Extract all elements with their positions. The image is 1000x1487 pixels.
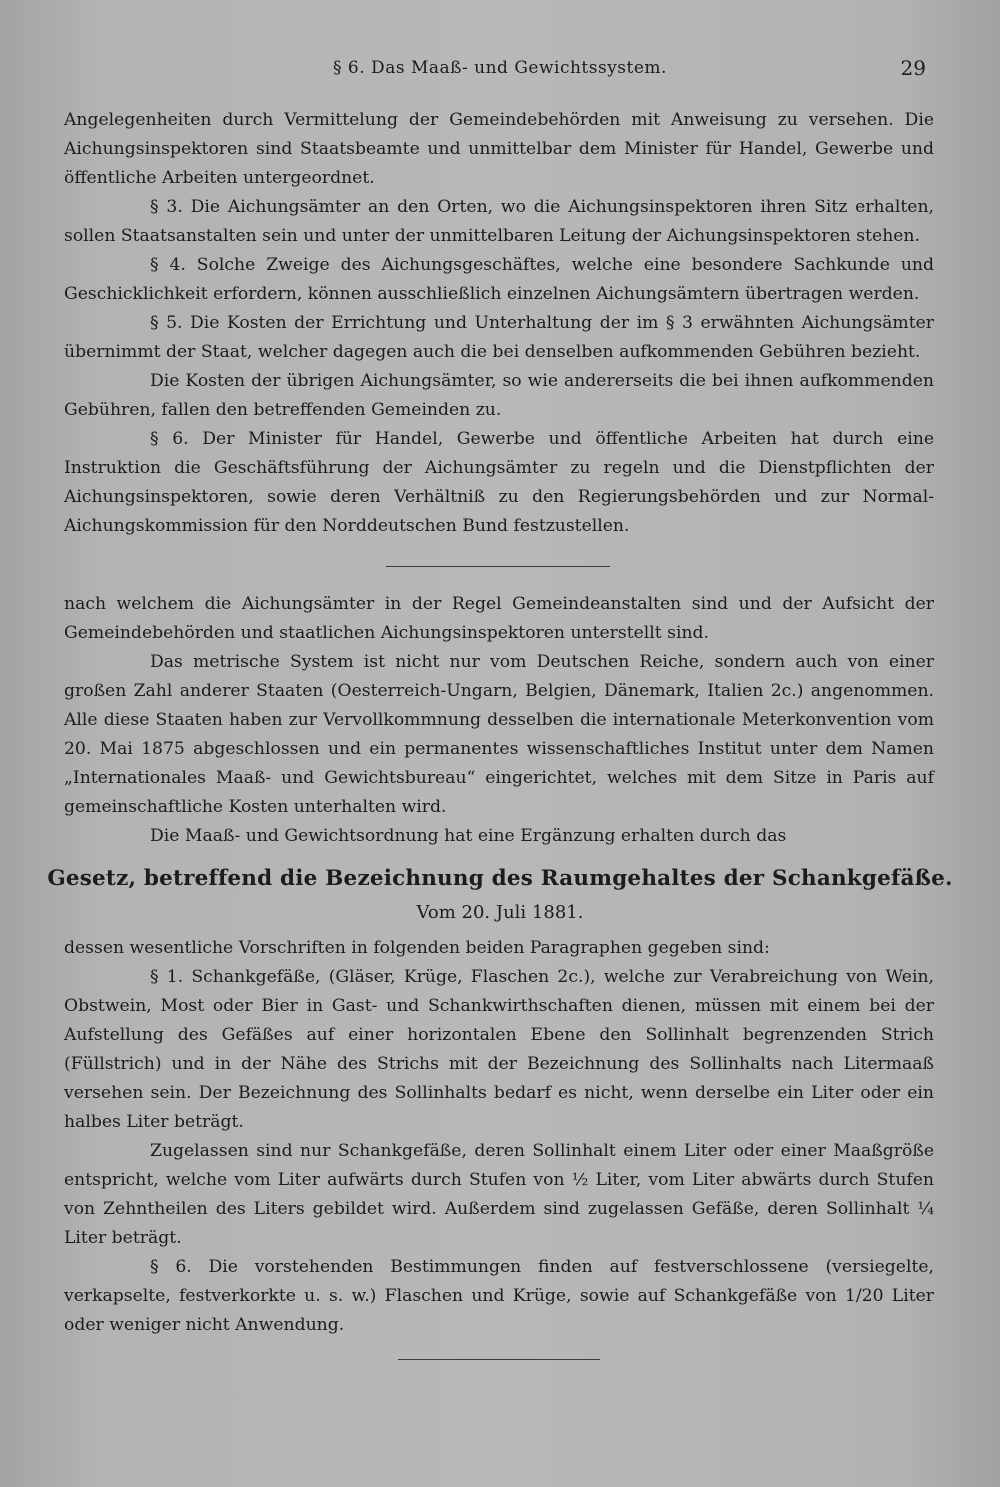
text-block-commentary <box>64 590 934 851</box>
page-number: 29 <box>900 56 926 80</box>
paragraph: Die Kosten der übrigen Aichungsämter, so wie andererseits die bei ihnen aufkommenden Gebühren, fallen den betreffenden Gemeinden zu. <box>64 371 934 420</box>
paragraph: nach welchem die Aichungsämter in der Regel Gemeindeanstalten sind und der Aufsicht der Gemeindebehörden und staatlichen Aichungsinspektoren unterstellt sind. <box>64 594 934 643</box>
paragraph: Angelegenheiten durch Vermittelung der Gemeindebehörden mit Anweisung zu versehen. Die Aichungsinspektoren sind Staatsbeamte und unmittelbar dem Minister für Handel, Gewerbe und öffentliche Arbeiten untergeordnet. <box>64 110 934 188</box>
paragraph-section-3: § 3. Die Aichungsämter an den Orten, wo die Aichungsinspektoren ihren Sitz erhalten, sollen Staatsanstalten sein und unter der unmittelbaren Leitung der Aichungsinspektoren stehen. <box>64 197 934 246</box>
paragraph: Zugelassen sind nur Schankgefäße, deren Sollinhalt einem Liter oder einer Maaßgröße entspricht, welche vom Liter aufwärts durch Stufen von ½ Liter, vom Liter abwärts durch Stufen von Zehntheilen des Liters gebildet wird. Außerdem sind zugelassen Gefäße, deren Sollinhalt ¼ Liter beträgt. <box>64 1141 934 1248</box>
end-divider <box>398 1359 600 1360</box>
law-heading: Gesetz, betreffend die Bezeichnung des Raumgehaltes der Schankgefäße. <box>47 866 953 891</box>
section-divider <box>386 566 610 567</box>
paragraph: Die Maaß- und Gewichtsordnung hat eine Ergänzung erhalten durch das <box>150 826 787 846</box>
text-block-law-provisions <box>64 934 934 1340</box>
running-title: § 6. Das Maaß- und Gewichtssystem. <box>333 58 667 78</box>
running-header <box>0 58 1000 86</box>
paragraph-section-5: § 5. Die Kosten der Errichtung und Unterhaltung der im § 3 erwähnten Aichungsämter übernimmt der Staat, welcher dagegen auch die bei denselben aufkommenden Gebühren bezieht. <box>64 313 934 362</box>
law-date: Vom 20. Juli 1881. <box>416 902 584 923</box>
paragraph-section-1: § 1. Schankgefäße, (Gläser, Krüge, Flaschen 2c.), welche zur Verabreichung von Wein, Obstwein, Most oder Bier in Gast- und Schankwirthschaften dienen, müssen mit einem bei der Aufstellung des Gefäßes auf einer horizontalen Ebene den Sollinhalt begrenzenden Strich (Füllstrich) und in der Nähe des Strichs mit der Bezeichnung des Sollinhalts nach Litermaaß versehen sein. Der Bezeichnung des Sollinhalts bedarf es nicht, wenn derselbe ein Liter oder ein halbes Liter beträgt. <box>64 967 934 1132</box>
paragraph-section-4: § 4. Solche Zweige des Aichungsgeschäftes, welche eine besondere Sachkunde und Geschicklichkeit erfordern, können ausschließlich einzelnen Aichungsämtern übertragen werden. <box>64 255 934 304</box>
paragraph: dessen wesentliche Vorschriften in folgenden beiden Paragraphen gegeben sind: <box>64 938 770 958</box>
paragraph: Das metrische System ist nicht nur vom Deutschen Reiche, sondern auch von einer großen Zahl anderer Staaten (Oesterreich-Ungarn, Belgien, Dänemark, Italien 2c.) angenommen. Alle diese Staaten haben zur Vervollkommnung desselben die internationale Meterkonvention vom 20. Mai 1875 abgeschlossen und ein permanentes wissenschaftliches Institut unter dem Namen „Internationales Maaß- und Gewichtsbureau“ eingerichtet, welches mit dem Sitze in Paris auf gemeinschaftliche Kosten unterhalten wird. <box>64 652 934 817</box>
paragraph-section-6: § 6. Der Minister für Handel, Gewerbe und öffentliche Arbeiten hat durch eine Instruktion die Geschäftsführung der Aichungsämter zu regeln und die Dienstpflichten der Aichungsinspektoren, sowie deren Verhältniß zu den Regierungsbehörden und zur Normal-Aichungskommission für den Norddeutschen Bund festzustellen. <box>64 429 934 536</box>
text-block-statute-continuation <box>64 106 934 541</box>
paragraph-section-6: § 6. Die vorstehenden Bestimmungen finden auf festverschlossene (versiegelte, verkapselte, festverkorkte u. s. w.) Flaschen und Krüge, sowie auf Schankgefäße von 1/20 Liter oder weniger nicht Anwendung. <box>64 1257 934 1335</box>
